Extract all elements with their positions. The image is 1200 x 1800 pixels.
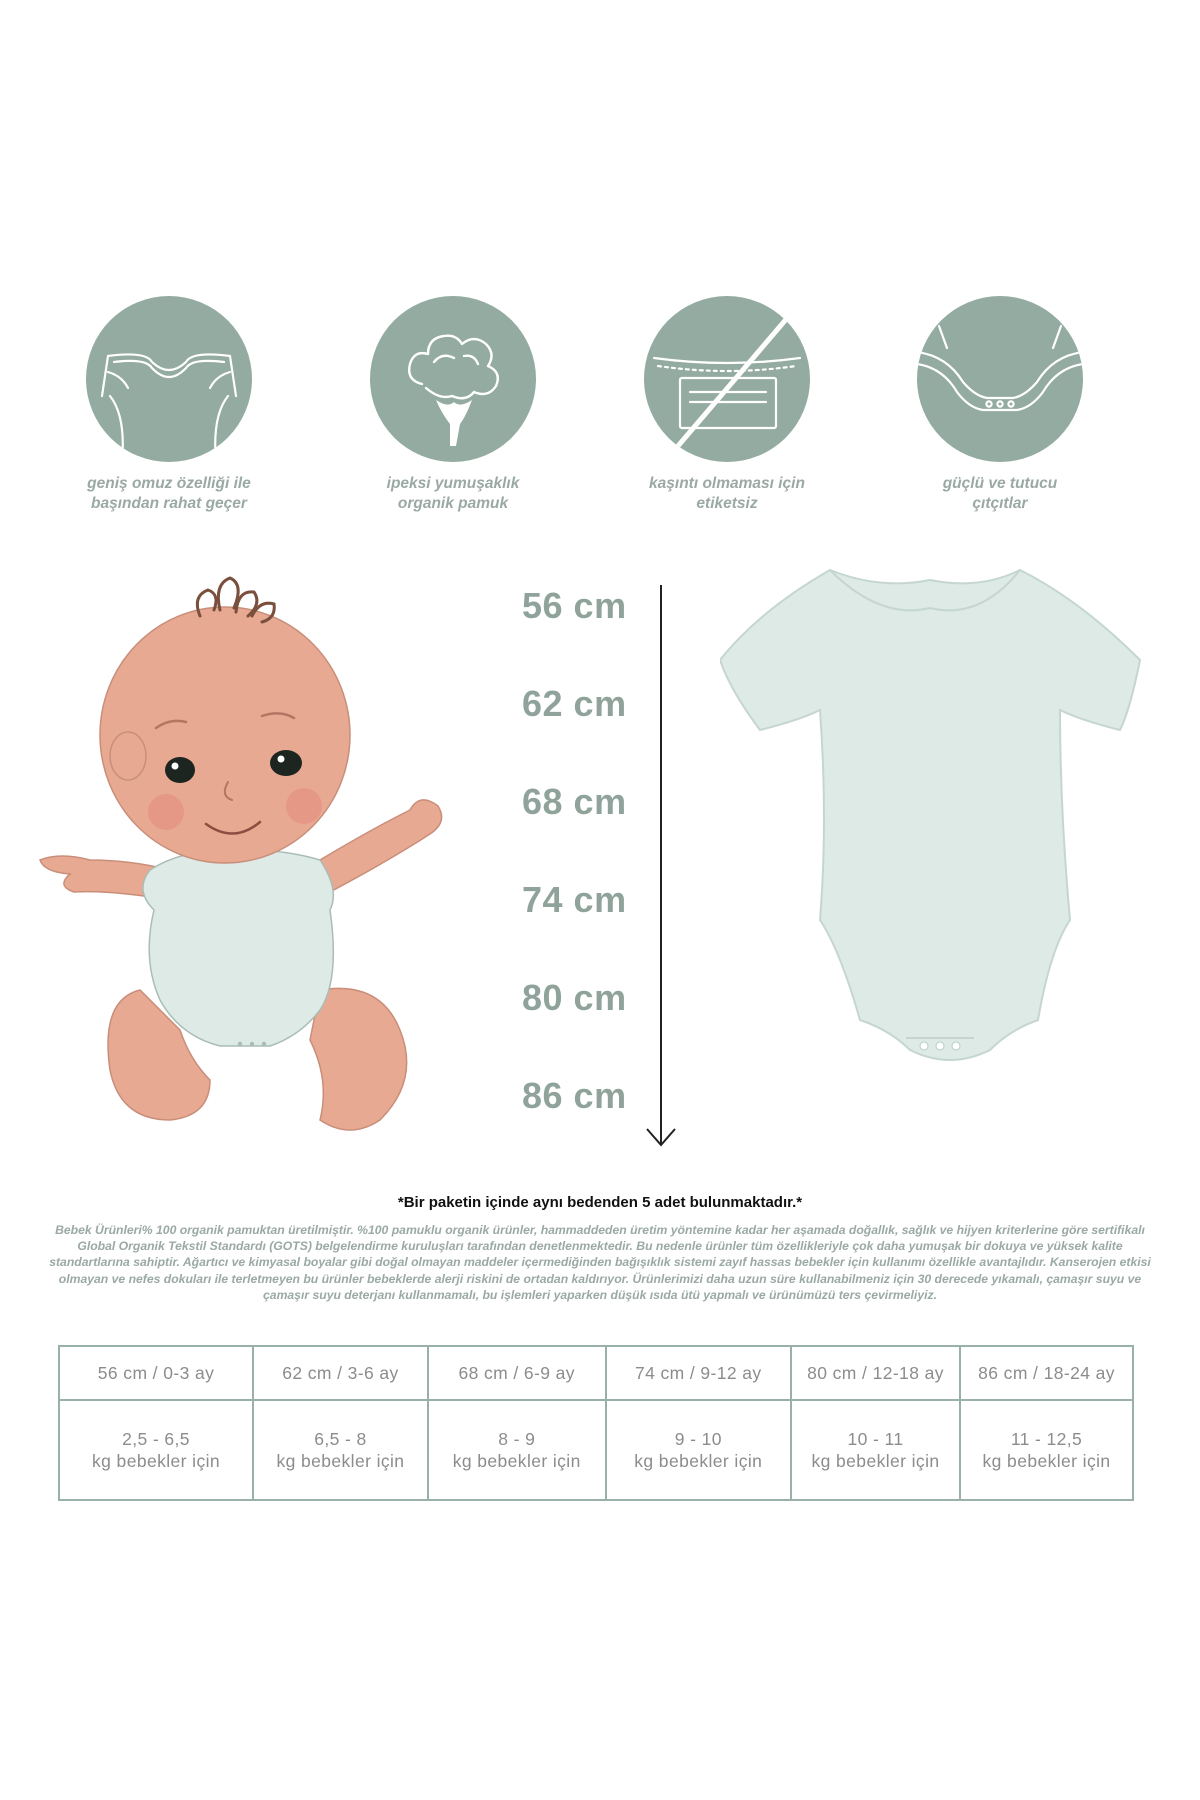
size-cell: 86 cm / 18-24 ay bbox=[960, 1346, 1133, 1400]
cotton-flower-icon bbox=[370, 296, 536, 462]
weight-suffix: kg bebekler için bbox=[452, 1451, 581, 1471]
weight-suffix: kg bebekler için bbox=[92, 1451, 221, 1471]
wide-shoulder-icon bbox=[86, 296, 252, 462]
weight-cell bbox=[791, 1400, 960, 1500]
table-row bbox=[59, 1400, 1133, 1500]
weight-range: 8 - 9 bbox=[498, 1429, 536, 1449]
size-cell: 80 cm / 12-18 ay bbox=[791, 1346, 960, 1400]
weight-cell bbox=[428, 1400, 606, 1500]
height-mark: 74 cm bbox=[522, 879, 627, 920]
height-mark: 80 cm bbox=[522, 977, 627, 1018]
feature-caption bbox=[323, 474, 583, 514]
weight-suffix: kg bebekler için bbox=[811, 1451, 940, 1471]
package-notice: *Bir paketin içinde aynı bedenden 5 adet bulunmaktadır.* bbox=[397, 1194, 803, 1211]
no-label-icon bbox=[644, 296, 810, 462]
height-scale bbox=[510, 585, 730, 1155]
snap-buttons-icon bbox=[917, 296, 1083, 462]
weight-suffix: kg bebekler için bbox=[634, 1451, 763, 1471]
table-row bbox=[59, 1346, 1133, 1400]
caption-line: organik pamuk bbox=[397, 495, 509, 512]
onesie-image bbox=[720, 560, 1180, 1165]
size-table bbox=[58, 1345, 1134, 1501]
height-mark: 56 cm bbox=[522, 585, 627, 626]
height-mark: 68 cm bbox=[522, 781, 627, 822]
caption-line: başından rahat geçer bbox=[91, 495, 247, 512]
feature-cotton bbox=[323, 296, 583, 514]
weight-cell bbox=[606, 1400, 791, 1500]
height-mark: 62 cm bbox=[522, 683, 627, 724]
caption-line: ipeksi yumuşaklık bbox=[386, 475, 520, 492]
weight-range: 6,5 - 8 bbox=[314, 1429, 367, 1449]
weight-range: 9 - 10 bbox=[674, 1429, 722, 1449]
caption-line: güçlü ve tutucu bbox=[942, 475, 1058, 492]
weight-cell bbox=[253, 1400, 428, 1500]
features-row bbox=[0, 296, 1200, 526]
caption-line: geniş omuz özelliği ile bbox=[87, 475, 251, 492]
height-mark: 86 cm bbox=[522, 1075, 627, 1116]
weight-suffix: kg bebekler için bbox=[982, 1451, 1111, 1471]
feature-snaps bbox=[870, 296, 1130, 514]
size-cell: 74 cm / 9-12 ay bbox=[606, 1346, 791, 1400]
weight-range: 2,5 - 6,5 bbox=[122, 1429, 190, 1449]
caption-line: kaşıntı olmaması için bbox=[649, 475, 805, 492]
feature-wide-shoulder bbox=[39, 296, 299, 514]
weight-range: 11 - 12,5 bbox=[1010, 1429, 1083, 1449]
caption-line: etiketsiz bbox=[696, 495, 758, 512]
size-cell: 68 cm / 6-9 ay bbox=[428, 1346, 606, 1400]
feature-no-label bbox=[597, 296, 857, 514]
product-description: Bebek Ürünleri% 100 organik pamuktan üretilmiştir. %100 pamuklu organik ürünler, hammaddeden üretim yöntemine kadar her aşamada doğallık, sağlık ve hijyen kriterlerine göre sertifikalı Global Organik Tekstil Standardı (GOTS) belgelendirme kuruluşları tarafından denetlenmektedir. Bu nedenle ürünler tüm özellikleriyle çok daha yumuşak bir dokuya ve yüksek kalite standartlarına sahiptir. Ağartıcı ve kimyasal boyalar gibi doğal olmayan maddeler içermediğinden bağışıklık sistemi zayıf hassas bebekler için kullanımı özellikle avantajlıdır. Kanserojen etkisi olmayan ve nefes dokuları ile terletmeyen bu ürünler bebeklerde alerji riskini de ortadan kaldırıyor. Ürünlerimizi daha uzun süre kullanabilmeniz için 30 derecede yıkamalı, çamaşır suyu ve çamaşır suyu deterjanı kullanmamalı, bu işlemleri yaparken düşük ısıda ütü yapmalı ve ürünümüzü ters çevirmeliyiz. bbox=[49, 1223, 1151, 1302]
weight-cell bbox=[59, 1400, 253, 1500]
feature-caption bbox=[597, 474, 857, 514]
feature-caption bbox=[870, 474, 1130, 514]
baby-illustration bbox=[30, 560, 470, 1165]
caption-line: çıtçıtlar bbox=[972, 495, 1028, 512]
feature-caption bbox=[39, 474, 299, 514]
size-cell: 56 cm / 0-3 ay bbox=[59, 1346, 253, 1400]
weight-cell bbox=[960, 1400, 1133, 1500]
size-cell: 62 cm / 3-6 ay bbox=[253, 1346, 428, 1400]
weight-suffix: kg bebekler için bbox=[276, 1451, 405, 1471]
weight-range: 10 - 11 bbox=[847, 1429, 904, 1449]
